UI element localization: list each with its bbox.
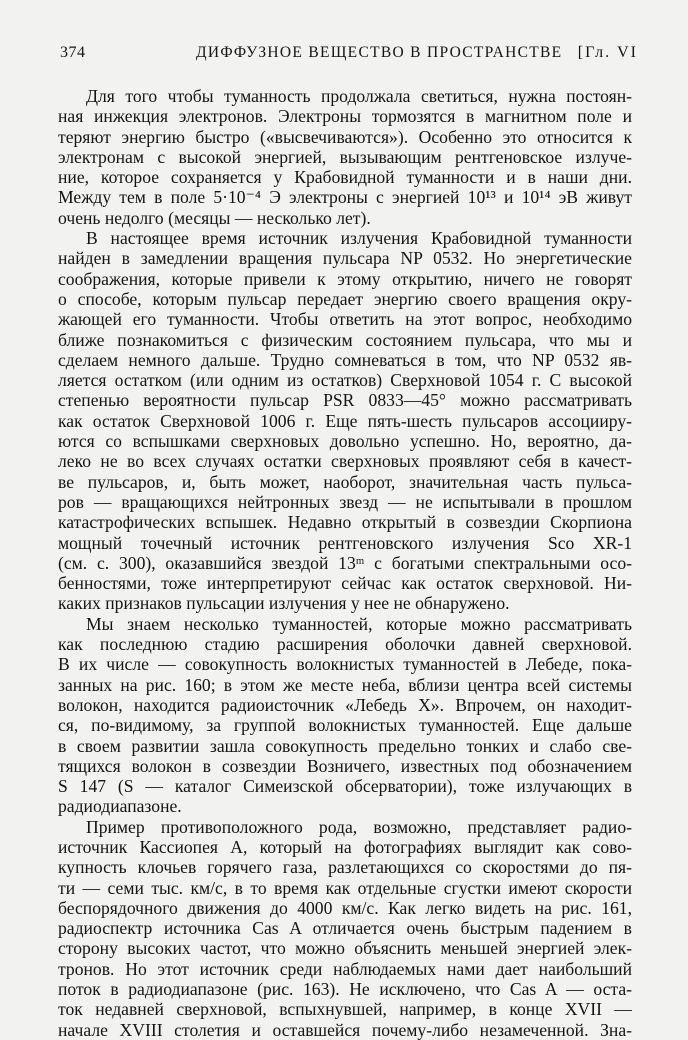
text-line: как последнюю стадию расширения оболочки давней сверхновой. [58,634,632,655]
text-line: тящихся волокон в созвездии Возничего, известных под обозначением [58,755,632,776]
text-line: Для того чтобы туманность продолжала светиться, нужна постоян- [86,86,632,106]
text-line: ная инжекция электронов. Электроны тормозятся в магнитном поле и [58,106,632,127]
text-line: поток в радиодиапазоне (рис. 163). Не исключено, что Cas A — оста- [58,979,632,1000]
text-line: ти — семи тыс. км/с, в то время как отдельные сгустки имеют скорости [58,877,632,898]
text-line: Пример противоположного рода, возможно, представляет радио- [86,816,632,837]
text-line: ние, которое сохраняется у Крабовидной туманности и в наши дни. [58,167,632,188]
text-line: Мы знаем несколько туманностей, которые можно рассматривать [86,613,632,634]
running-header [60,44,638,66]
text-line: S 147 (S — каталог Симеизской обсерватории), тоже излучающих в [58,776,632,797]
text-line: электронам с высокой энергией, вызывающим рентгеновское излуче- [58,146,632,167]
text-line: каких признаков пульсации излучения у нее не обнаружено. [58,593,510,614]
text-line: купность клочьев горячего газа, разлетающихся со скоростями до пя- [58,857,632,878]
text-line: ются со вспышками сверхновых довольно успешно. Но, вероятно, да- [58,431,632,452]
body-text [58,86,632,1040]
text-line: найден в замедлении вращения пульсара NP 0532. Но энергетические [58,248,632,269]
text-line: ток недавней сверхновой, вспыхнувшей, например, в конце XVII — [58,999,632,1020]
text-line: мощный точечный источник рентгеновского излучения Sco XR-1 [58,532,632,553]
text-line: соображения, которые привели к этому открытию, ничего не говорят [58,268,632,289]
text-line: Между тем в поле 5·10⁻⁴ Э электроны с энергией 10¹³ и 10¹⁴ эВ живут [58,187,632,208]
text-line: сторону высоких частот, что можно объяснить меньшей энергией элек- [58,938,632,959]
text-line: источник Кассиопея А, который на фотографиях выглядит как сово- [58,836,632,857]
page-number: 374 [60,44,86,61]
text-line: В их числе — совокупность волокнистых туманностей в Лебеде, пока- [58,654,632,675]
text-line: (см. с. 300), оказавшийся звездой 13ᵐ с богатыми спектральными осо- [58,552,632,573]
text-line: начале XVIII столетия и оставшейся почему-либо незамеченной. Зна- [58,1019,632,1040]
text-line: сделаем немного дальше. Трудно сомневаться в том, что NP 0532 яв- [58,349,632,370]
text-line: ближе познакомиться с физическим состоянием пульсара, что мы и [58,329,632,350]
text-line: жающей его туманности. Чтобы ответить на этот вопрос, необходимо [58,309,632,330]
text-line: теряют энергию быстро («высвечиваются»). Особенно это относится к [58,126,632,147]
text-line: В настоящее время источник излучения Крабовидной туманности [86,228,632,249]
chapter-label: [Гл. VI [577,44,638,61]
text-line: ве пульсаров, и, быть может, наоборот, значительная часть пульса- [58,471,632,492]
text-line: степенью вероятности пульсар PSR 0833—45° можно рассматривать [58,390,632,411]
text-line: тронов. Но этот источник среди наблюдаемых нами дает наибольший [58,958,632,979]
text-line: беспорядочного движения до 4000 км/с. Как легко видеть на рис. 161, [58,897,632,918]
text-line: в своем развитии зашла совокупность предельно тонких и слабо све- [58,735,632,756]
text-line: катастрофических вспышек. Недавно открытый в созвездии Скорпиона [58,512,632,533]
text-line: ляется остатком (или одним из остатков) Сверхновой 1054 г. С высокой [58,370,632,391]
text-line: леко не во всех случаях остатки сверхновых проявляют себя в качест- [58,451,632,472]
text-line: очень недолго (месяцы — несколько лет). [58,207,371,228]
text-line: радиоспектр источника Cas A отличается очень быстрым падением в [58,918,632,939]
text-line: ров — вращающихся нейтронных звезд — не испытывали в прошлом [58,491,632,512]
text-line: волокон, находится радиоисточник «Лебедь X». Впрочем, он находит- [58,694,632,715]
text-line: ся, по-видимому, за группой волокнистых туманностей. Еще дальше [58,715,632,736]
text-line: бенностями, тоже интерпретируют сейчас как остаток сверхновой. Ни- [58,573,632,594]
text-line: занных на рис. 160; в этом же месте неба, вблизи центра всей системы [58,674,632,695]
text-line: радиодиапазоне. [58,796,182,817]
running-title: ДИФФУЗНОЕ ВЕЩЕСТВО В ПРОСТРАНСТВЕ [196,44,563,61]
text-line: о способе, которым пульсар передает энергию своего вращения окру- [58,288,632,309]
text-line: как остаток Сверхновой 1006 г. Еще пять-шесть пульсаров ассоцииру- [58,410,632,431]
